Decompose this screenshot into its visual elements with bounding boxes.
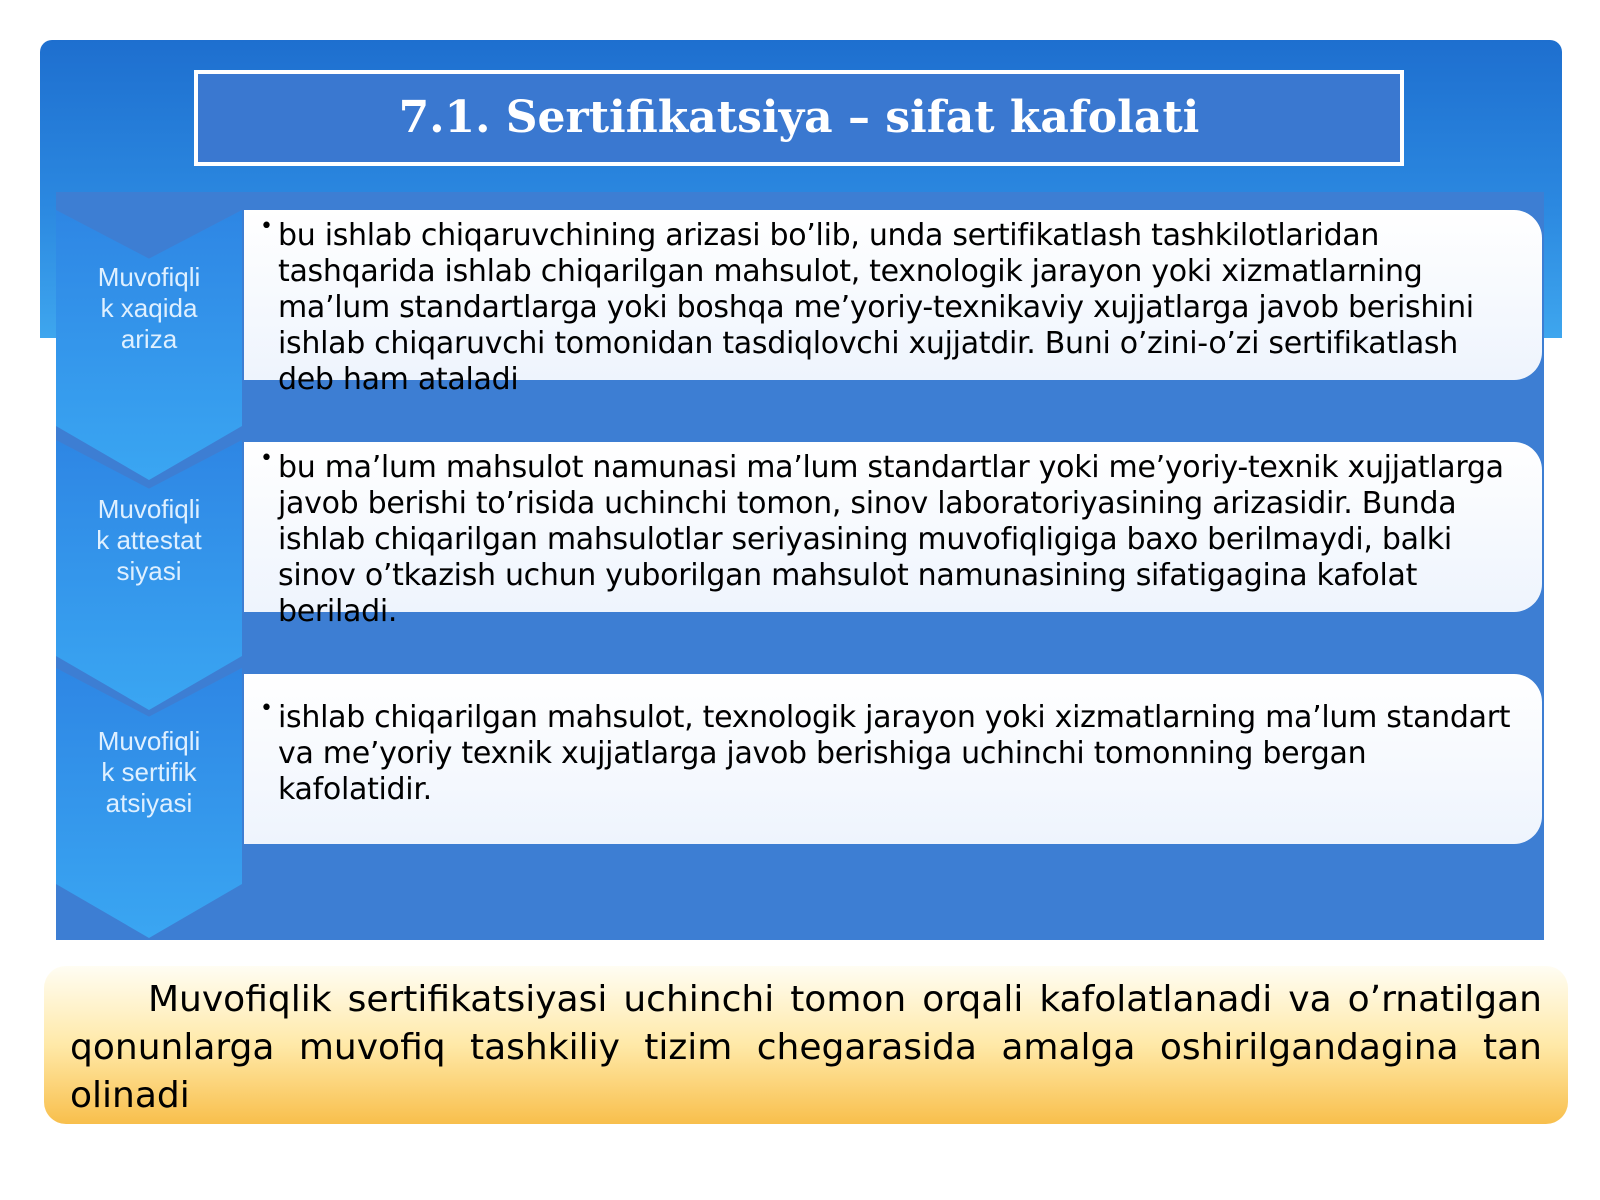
title-box	[194, 70, 1404, 166]
step-2-label: Muvofiqlik attestatsiyasi	[96, 494, 202, 586]
bullet-icon: •	[260, 446, 273, 471]
bullet-icon: •	[260, 696, 273, 721]
slide-title: 7.1. Sertifikatsiya – sifat kafolati	[398, 92, 1200, 143]
step-2-text: bu ma’lum mahsulot namunasi ma’lum standartlar yoki me’yoriy-texnik xujjatlarga javob berishi to’risida uchinchi tomon, sinov laboratoriyasining arizasidir. Bunda ishlab chiqarilgan mahsulotlar seriyasining muvofiqligiga baxo berilmaydi, balki sinov o’tkazish uchun yuborilgan mahsulot namunasining sifatigagina kafolat beriladi.	[278, 450, 1504, 629]
step-3-text: ishlab chiqarilgan mahsulot, texnologik jarayon yoki xizmatlarning ma’lum standart va me’yoriy texnik xujjatlarga javob berishiga uchinchi tomonning bergan kafolatidir.	[278, 700, 1511, 807]
step-3-card	[244, 674, 1542, 844]
step-1-text: bu ishlab chiqaruvchining arizasi bo’lib, unda sertifikatlash tashkilotlaridan tashqarida ishlab chiqarilgan mahsulot, texnologik jarayon yoki xizmatlarning ma’lum standartlarga yoki boshqa me’yoriy-texnikaviy xujjatlarga javob berishini ishlab chiqaruvchi tomonidan tasdiqlovchi xujjatdir. Buni o’zini-o’zi sertifikatlash deb ham ataladi	[278, 218, 1474, 397]
summary-text: Muvofiqlik sertifikatsiyasi uchinchi tomon orqali kafolatlanadi va o’rnatilgan qonunlarga muvofiq tashkiliy tizim chegarasida amalga oshirilgandagina tan olinadi	[70, 979, 1542, 1116]
step-1-card	[244, 210, 1542, 397]
step-3-label: Muvofiqlik sertifikatsiyasi	[97, 726, 201, 818]
summary-box	[44, 966, 1568, 1124]
step-1-label: Muvofiqlik xaqida ariza	[97, 262, 201, 354]
step-2-card	[244, 442, 1542, 629]
bullet-icon: •	[260, 214, 273, 239]
